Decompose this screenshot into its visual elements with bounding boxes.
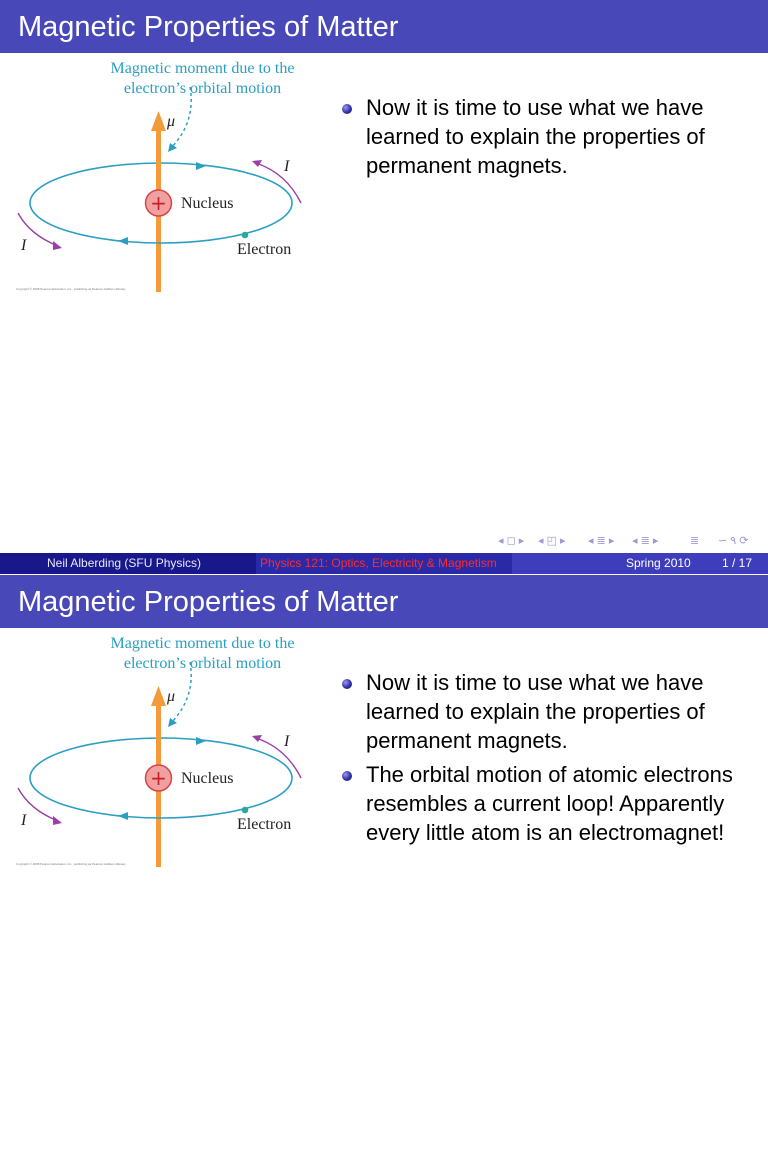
nav-subsection-icon[interactable]: ◂ ◰ ▸ (538, 535, 566, 547)
electron-label: Electron (237, 816, 292, 833)
orbit-direction-arrow-bottom (118, 237, 128, 245)
caption-pointer-head (168, 143, 177, 152)
mu-label: μ⃗ (167, 688, 188, 705)
slide-title: Magnetic Properties of Matter (18, 586, 399, 618)
current-arrow-right-head (252, 735, 262, 742)
footer-course: Physics 121: Optics, Electricity & Magnetism (260, 556, 497, 570)
bullet-ball-icon (342, 771, 352, 781)
footer-author-box (0, 553, 256, 574)
nav-frame-left-icon[interactable]: ◂ ◻ ▸ (498, 535, 525, 547)
figure-caption-line-1: Magnetic moment due to the (110, 60, 295, 77)
current-arrow-right (256, 738, 301, 778)
bullet-item (340, 668, 760, 755)
footer-term: Spring 2010 (626, 556, 691, 570)
orbit-direction-arrow-top (196, 737, 206, 745)
bullet-item (340, 93, 760, 180)
electron-dot (242, 232, 249, 239)
nucleus-plus-icon: + (150, 191, 167, 215)
current-arrow-right-head (252, 160, 262, 167)
mu-label: μ⃗ (167, 113, 188, 130)
current-arrow-right (256, 163, 301, 203)
bullet-text: Now it is time to use what we have learned to explain the properties of permanent magnets. (366, 670, 705, 753)
figure-caption-line-2: electron’s orbital motion (123, 655, 282, 672)
figure-copyright: Copyright © 2008 Pearson Education, Inc., publishing as Pearson Addison-Wesley. (16, 862, 127, 866)
figure-caption-line-1: Magnetic moment due to the (110, 635, 295, 652)
moment-arrow-head (151, 111, 166, 131)
electron-dot (242, 807, 249, 814)
bullet-item (340, 760, 760, 847)
current-label-left: I (21, 237, 27, 254)
nucleus-label: Nucleus (181, 770, 234, 787)
bullet-text: The orbital motion of atomic electrons resembles a current loop! Apparently every little atom is an electromagnet! (366, 762, 733, 845)
slide-title: Magnetic Properties of Matter (18, 11, 399, 43)
current-label-right: I (284, 733, 290, 750)
title-bar (0, 575, 768, 628)
orbital-moment-figure (10, 55, 310, 300)
slide-2 (0, 575, 768, 1150)
current-arrow-left-head (53, 241, 62, 250)
figure-caption-line-2: electron’s orbital motion (123, 80, 282, 97)
figure-copyright: Copyright © 2008 Pearson Education, Inc., publishing as Pearson Addison-Wesley. (16, 287, 127, 291)
current-label-right: I (284, 158, 290, 175)
orbit-direction-arrow-top (196, 162, 206, 170)
figure-caption (90, 634, 315, 674)
bullet-ball-icon (342, 104, 352, 114)
navigation-bar (490, 532, 768, 550)
bullet-ball-icon (342, 679, 352, 689)
bullet-list (340, 668, 760, 852)
electron-label: Electron (237, 241, 292, 258)
orbital-moment-figure (10, 630, 310, 875)
nucleus-label: Nucleus (181, 195, 234, 212)
moment-arrow-head (151, 686, 166, 706)
caption-pointer-head (168, 718, 177, 727)
bullet-text: Now it is time to use what we have learned to explain the properties of permanent magnets. (366, 95, 705, 178)
nav-presentation-icon[interactable]: ◂ ≣ ▸ (632, 535, 659, 547)
footer-term-box (512, 553, 768, 574)
current-label-left: I (21, 812, 27, 829)
nav-section-icon[interactable]: ◂ ≣ ▸ (588, 535, 615, 547)
current-arrow-left-head (53, 816, 62, 825)
figure-caption (90, 59, 315, 99)
bullet-list (340, 93, 760, 185)
nav-search-icon[interactable]: ∽ ۹ ⟳ (718, 535, 749, 547)
footer-page-number: 1 / 17 (722, 556, 753, 570)
orbit-direction-arrow-bottom (118, 812, 128, 820)
footer-course-box (256, 553, 512, 574)
nav-appendix-icon[interactable]: ≣ (690, 535, 700, 547)
footer (0, 553, 768, 574)
nucleus-plus-icon: + (150, 766, 167, 790)
footer-author: Neil Alberding (SFU Physics) (47, 556, 202, 570)
title-bar (0, 0, 768, 53)
